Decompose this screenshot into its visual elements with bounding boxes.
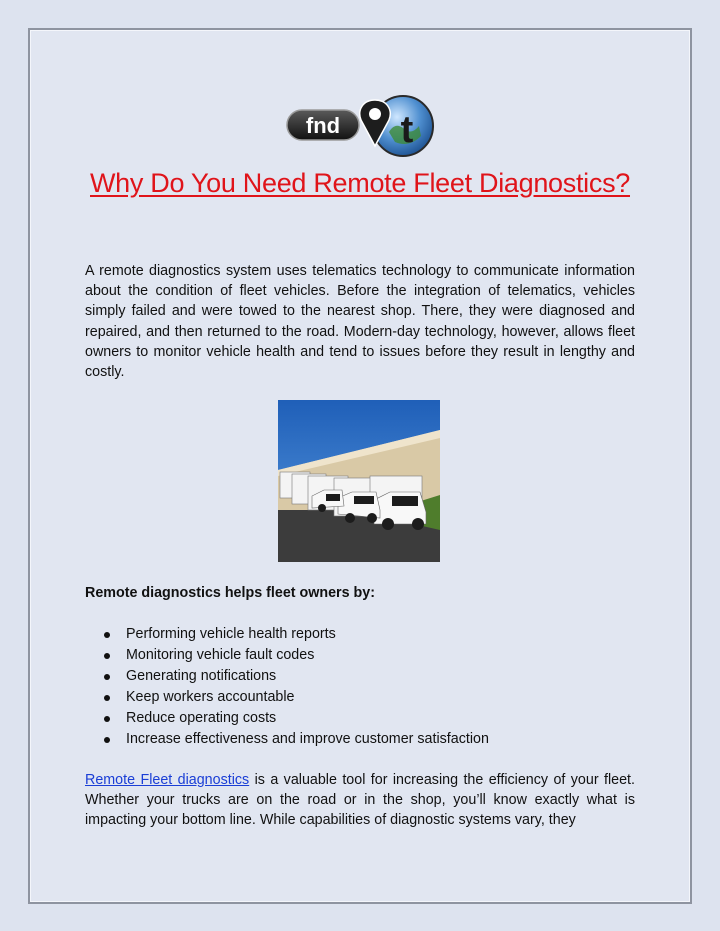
list-item: Increase effectiveness and improve customer satisfaction bbox=[104, 729, 489, 750]
bullet-icon bbox=[104, 716, 110, 722]
remote-fleet-diagnostics-link[interactable]: Remote Fleet diagnostics bbox=[85, 772, 250, 788]
benefits-list bbox=[104, 624, 489, 750]
logo-text-right: t bbox=[400, 109, 414, 151]
list-item: Performing vehicle health reports bbox=[104, 624, 489, 645]
logo-text-left: fnd bbox=[305, 113, 341, 138]
findit-logo bbox=[285, 92, 435, 158]
benefits-subheading: Remote diagnostics helps fleet owners by: bbox=[85, 585, 375, 601]
bullet-icon bbox=[104, 632, 110, 638]
closing-paragraph bbox=[85, 770, 635, 831]
list-item: Monitoring vehicle fault codes bbox=[104, 645, 489, 666]
bullet-icon bbox=[104, 674, 110, 680]
list-item: Reduce operating costs bbox=[104, 708, 489, 729]
bullet-icon bbox=[104, 737, 110, 743]
bullet-icon bbox=[104, 653, 110, 659]
list-item: Generating notifications bbox=[104, 666, 489, 687]
page-title: Why Do You Need Remote Fleet Diagnostics? bbox=[90, 168, 630, 198]
bullet-icon bbox=[104, 695, 110, 701]
intro-paragraph: A remote diagnostics system uses telematics technology to communicate information about the condition of fleet vehicles. Before the integration of telematics, vehicles simply failed and were towed to the nearest shop. There, they were diagnosed and repaired, and then returned to the road. Modern-day technology, however, allows fleet owners to monitor vehicle health and tend to issues before they result in lengthy and costly. bbox=[85, 263, 635, 381]
fleet-vans-photo bbox=[278, 400, 440, 562]
list-item: Keep workers accountable bbox=[104, 687, 489, 708]
closing-text: is a valuable tool for increasing the efficiency of your fleet. Whether your trucks are on the road or in the shop, you’ll know exactly what is impacting your bottom line. While capabilities of diagnostic systems vary, they bbox=[85, 772, 635, 829]
